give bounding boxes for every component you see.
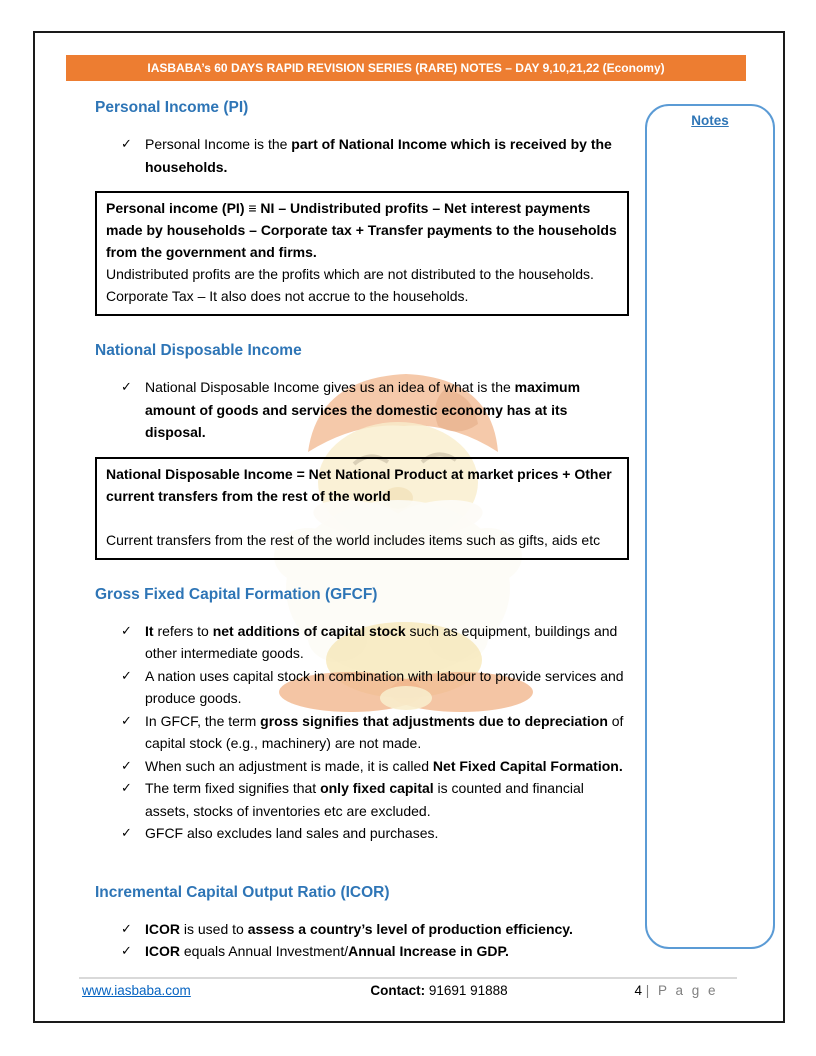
bullet-item: ✓ It refers to net additions of capital stock such as equipment, buildings and other intermediate goods. <box>95 620 629 665</box>
checkmark-icon: ✓ <box>121 825 132 840</box>
section <box>95 560 629 858</box>
bullet-item: ✓ National Disposable Income gives us an idea of what is the maximum amount of goods and services the domestic economy has at its disposal. <box>95 376 629 444</box>
checkmark-icon: ✓ <box>121 712 132 728</box>
footer-page-num: 4 <box>634 983 646 998</box>
bullet-item: ✓ In GFCF, the term gross signifies that adjustments due to depreciation of capital stock (e.g., machinery) are not made. <box>95 710 629 755</box>
section <box>95 92 629 316</box>
bullet-list <box>95 133 629 178</box>
definition-box: National Disposable Income = Net National Product at market prices + Other current transfers from the rest of the world Current transfers from the rest of the world includes items such as gifts, aids etc <box>95 457 629 560</box>
checkmark-icon: ✓ <box>121 757 132 773</box>
bullet-item: ✓ ICOR is used to assess a country’s level of production efficiency. <box>95 918 629 941</box>
footer-website-link[interactable]: www.iasbaba.com <box>82 983 191 998</box>
section-heading: National Disposable Income <box>95 342 302 359</box>
header-banner <box>66 55 746 81</box>
bullet-item: ✓ GFCF also excludes land sales and purchases. <box>95 822 629 845</box>
section <box>95 316 629 560</box>
checkmark-icon: ✓ <box>121 780 132 795</box>
bullet-list <box>95 376 629 444</box>
notes-panel <box>645 104 775 949</box>
bullet-item: ✓ When such an adjustment is made, it is called Net Fixed Capital Formation. <box>95 755 629 778</box>
bullet-item: ✓ ICOR equals Annual Investment/Annual Increase in GDP. <box>95 940 629 963</box>
bullet-list <box>95 620 629 845</box>
section-heading: Personal Income (PI) <box>95 99 249 116</box>
footer-contact-label: Contact: <box>370 983 426 998</box>
header-banner-title: IASBABA’s 60 DAYS RAPID REVISION SERIES (RARE) NOTES – DAY 9,10,21,22 (Economy) <box>147 61 665 75</box>
definition-box: Personal income (PI) ≡ NI – Undistributed profits – Net interest payments made by households – Corporate tax + Transfer payments to the households from the government and firms. Undistributed profits are the profits which are not distributed to the households. Corporate Tax – It also does not accrue to the households. <box>95 191 629 316</box>
checkmark-icon: ✓ <box>121 943 132 958</box>
section-heading: Incremental Capital Output Ratio (ICOR) <box>95 883 390 901</box>
content-sections <box>95 92 629 976</box>
bullet-item: ✓ A nation uses capital stock in combination with labour to provide services and produce goods. <box>95 665 629 710</box>
footer-page-word: | P a g e <box>645 983 718 998</box>
checkmark-icon: ✓ <box>121 379 132 394</box>
bullet-list <box>95 918 629 963</box>
footer-divider <box>79 977 737 979</box>
bullet-item: ✓ Personal Income is the part of National Income which is received by the households. <box>95 133 629 178</box>
notes-panel-label: Notes <box>691 113 729 128</box>
footer-page-number <box>634 983 718 998</box>
checkmark-icon: ✓ <box>121 136 132 151</box>
checkmark-icon: ✓ <box>121 920 132 936</box>
section-heading: Gross Fixed Capital Formation (GFCF) <box>95 585 378 603</box>
footer-contact-number: 91691 91888 <box>425 983 508 998</box>
checkmark-icon: ✓ <box>121 622 132 638</box>
bullet-item: ✓ The term fixed signifies that only fixed capital is counted and financial assets, stocks of inventories etc are excluded. <box>95 777 629 822</box>
checkmark-icon: ✓ <box>121 667 132 683</box>
section <box>95 858 629 976</box>
